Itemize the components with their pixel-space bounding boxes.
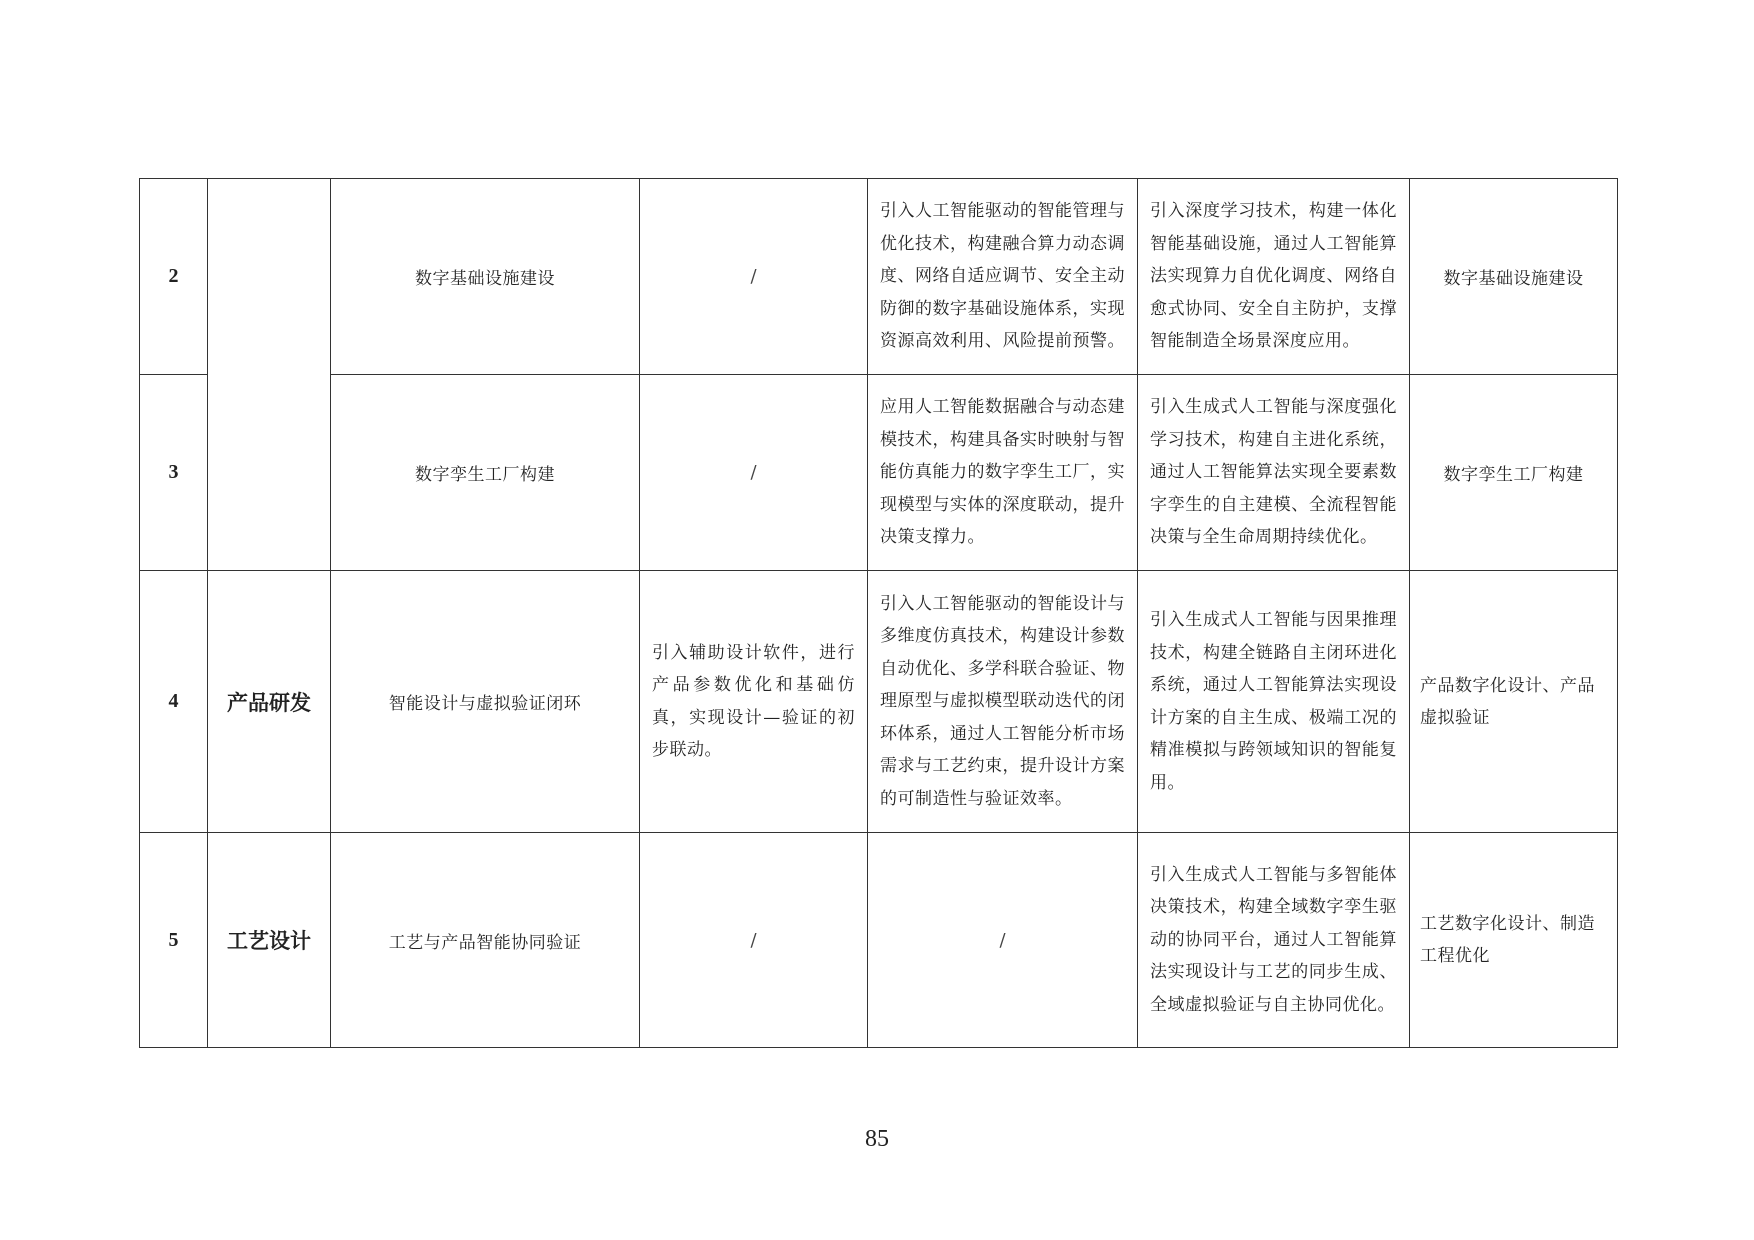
output-cell: 数字孪生工厂构建	[1410, 375, 1618, 571]
level2-description: 应用人工智能数据融合与动态建模技术，构建具备实时映射与智能仿真能力的数字孪生工厂，实现模型与实体的深度联动，提升决策支撑力。	[868, 375, 1138, 571]
level1-description: /	[640, 179, 868, 375]
level2-description: /	[868, 833, 1138, 1048]
row-number: 5	[140, 833, 208, 1048]
table-row	[140, 179, 1618, 375]
row-number: 4	[140, 571, 208, 833]
level3-description: 引入生成式人工智能与多智能体决策技术，构建全域数字孪生驱动的协同平台，通过人工智能算法实现设计与工艺的同步生成、全域虚拟验证与自主协同优化。	[1138, 833, 1410, 1048]
level3-description: 引入生成式人工智能与深度强化学习技术，构建自主进化系统，通过人工智能算法实现全要素数字孪生的自主建模、全流程智能决策与全生命周期持续优化。	[1138, 375, 1410, 571]
table-row	[140, 833, 1618, 1048]
level2-description: 引入人工智能驱动的智能设计与多维度仿真技术，构建设计参数自动优化、多学科联合验证、物理原型与虚拟模型联动迭代的闭环体系，通过人工智能分析市场需求与工艺约束，提升设计方案的可制造性与验证效率。	[868, 571, 1138, 833]
stage-cell: 工艺设计	[208, 833, 331, 1048]
scene-name: 数字基础设施建设	[331, 179, 640, 375]
table-row	[140, 375, 1618, 571]
page-number: 85	[865, 1126, 889, 1152]
scene-name: 智能设计与虚拟验证闭环	[331, 571, 640, 833]
level3-description: 引入生成式人工智能与因果推理技术，构建全链路自主闭环进化系统，通过人工智能算法实现设计方案的自主生成、极端工况的精准模拟与跨领域知识的智能复用。	[1138, 571, 1410, 833]
stage-cell: 产品研发	[208, 571, 331, 833]
level2-description: 引入人工智能驱动的智能管理与优化技术，构建融合算力动态调度、网络自适应调节、安全主动防御的数字基础设施体系，实现资源高效利用、风险提前预警。	[868, 179, 1138, 375]
level1-description: /	[640, 375, 868, 571]
scene-name: 数字孪生工厂构建	[331, 375, 640, 571]
requirements-table	[139, 178, 1618, 1048]
table-row	[140, 571, 1618, 833]
output-cell: 工艺数字化设计、制造工程优化	[1410, 833, 1618, 1048]
output-cell: 数字基础设施建设	[1410, 179, 1618, 375]
row-number: 3	[140, 375, 208, 571]
row-number: 2	[140, 179, 208, 375]
scene-name: 工艺与产品智能协同验证	[331, 833, 640, 1048]
stage-cell	[208, 179, 331, 571]
level1-description: 引入辅助设计软件，进行产品参数优化和基础仿真，实现设计—验证的初步联动。	[640, 571, 868, 833]
level3-description: 引入深度学习技术，构建一体化智能基础设施，通过人工智能算法实现算力自优化调度、网络自愈式协同、安全自主防护，支撑智能制造全场景深度应用。	[1138, 179, 1410, 375]
output-cell: 产品数字化设计、产品虚拟验证	[1410, 571, 1618, 833]
level1-description: /	[640, 833, 868, 1048]
